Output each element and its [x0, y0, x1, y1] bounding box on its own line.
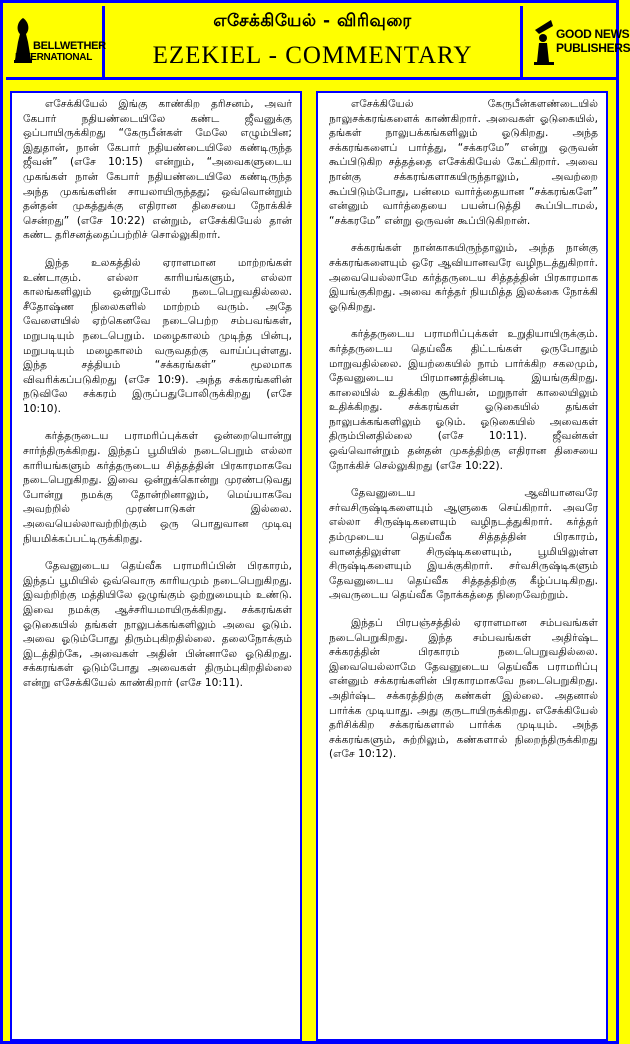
- header-band: [6, 6, 630, 80]
- left-paragraph-1: எசேக்கியேல் இங்கு காண்கிற தரிசனம், அவர் கேபார் நதியண்டையிலே கண்ட ஜீவனுக்கு ஒப்பாயிருக்கிறது “கேருபீன்கள் மேலே எழும்பின; இதுதான், நான் கேபார் நதியண்டையிலே கண்டிருந்த ஜீவன்” (எசே 10:15) என்றும், “அவைகளுடைய முகங்கள் நான் கேபார் நதியண்டையிலே கண்டிருந்த அந்த முகங்களின் சாயலாயிருந்தது; ஒவ்வொன்றும் தன்தன் முகத்துக்கு எதிரான திசையை நோக்கிச் சென்றது” (எசே 10:22) என்றும், எசேக்கியேல் தான் கண்ட தரிசனத்தைப்பற்றிச் சொல்லுகிறார்.: [23, 98, 292, 242]
- title-area: [105, 6, 520, 77]
- right-paragraph-1: எசேக்கியேல் கேருபீன்களண்டையில் நாலுசக்கரங்களைக் காண்கிறார். அவைகள் ஓடுகையில், தங்கள் நாலுபக்கங்களிலும் ஓடுகிறது. அந்த சக்கரங்களைப் பார்த்து, “சக்கரமே” என்று ஒருவன் கூப்பிடுகிற சத்தத்தை எசேக்கியேல் கேட்கிறார். அவை நான்கு சக்கரங்களாகயிருந்தாலும், அவற்றை கூப்பிடும்போது, பன்மை வார்த்தையான “சக்கரங்களே” என்னும் வார்த்தையை பயன்படுத்தி கூப்பிடாமல், “சக்கரமே” என்று ஒருவன் கூப்பிடுகிறான்.: [329, 98, 598, 227]
- right-paragraph-2: சக்கரங்கள் நான்காகயிருந்தாலும், அந்த நான்கு சக்கரங்களையும் ஒரே ஆவியானவரே வழிநடத்துகிறார். அவையெல்லாமே கர்த்தருடைய சித்தத்தின் பிரகாரமாக இயங்குகிறது. அவை கர்த்தர் நியமித்த இலக்கை நோக்கி ஓடுகிறது.: [329, 242, 598, 313]
- bellwether-logo: [6, 6, 105, 77]
- logo-right-line1: GOOD NEWS: [556, 27, 630, 41]
- right-column: [316, 91, 608, 1041]
- right-paragraph-4: தேவனுடைய ஆவியானவரே சர்வசிருஷ்டிகளையும் ஆளுகை செய்கிறார். அவரே எல்லா சிருஷ்டிகளையும் வழிநடத்துகிறார். கர்த்தர் தம்முடைய தெய்வீக சித்தத்தின் பிரகாரம், வானத்திலுள்ள சிருஷ்டிகளையும், பூமியிலுள்ள சிருஷ்டிகளையும் இயக்குகிறார். சர்வசிருஷ்டிகளும் தேவனுடைய தெய்வீக சித்தத்திற்கு கீழ்ப்படிகிறது. அவருடைய தெய்வீக நோக்கத்தை நிறைவேற்றும்.: [329, 487, 598, 602]
- left-paragraph-2: இந்த உலகத்தில் ஏராளமான மாற்றங்கள் உண்டாகும். எல்லா காரியங்களும், எல்லா காலங்களிலும் ஒன்றுபோல் நடைபெறுவதில்லை. சீதோஷ்ண நிலைகளில் மாற்றம் வரும். அதே வேளையில் ஏற்கெனவே நடைபெற்ற சம்பவங்கள், மறுபடியும் நடைபெறும். மழைகாலம் முடிந்த பின்பு, மறுபடியும் மழைகாலம் வருவதற்கு வாய்ப்புள்ளது. இந்த சத்தியம் “சக்கரங்கள்” மூலமாக விவரிக்கப்படுகிறது (எசே 10:9). அந்த சக்கரங்களின் நடுவிலே சக்கரம் இருப்பதுபோலிருக்கிறது (எசே 10:10).: [23, 256, 292, 415]
- logo-left-line1: BELLWETHER: [33, 40, 106, 52]
- left-paragraph-3: கர்த்தருடைய பராமரிப்புக்கள் ஒன்றையொன்று சார்ந்திருக்கிறது. இந்தப் பூமியில் நடைபெறும் எல்லா காரியங்களும் கர்த்தருடைய சித்தத்தின் பிரகாரமாகவே நடைபெறுகிறது. இவை ஒன்றுக்கொன்று முரண்படுவது போன்று நமக்கு தோன்றினாலும், மெய்யாகவே அவற்றில் முரண்பாடுகள் இல்லை. அவையெல்லாவற்றிற்கும் ஒரு பொதுவான முடிவு நியமிக்கப்பட்டிருக்கிறது.: [23, 430, 292, 545]
- left-paragraph-4: தேவனுடைய தெய்வீக பராமரிப்பின் பிரகாரம், இந்தப் பூமியில் ஒவ்வொரு காரியமும் நடைபெறுகிறது. இவற்றிற்கு மத்தியிலே ஒழுங்கும் ஒற்றுமையும் உண்டு. இவை நமக்கு ஆச்சரியமாயிருக்கிறது. சக்கரங்கள் ஓடுகையில் தங்கள் நாலுபக்கங்களிலும் அவை ஓடும். அவை ஓடும்போது திரும்புகிறதில்லை. தலைநோக்கும் இடத்திற்கே, அவைகள் அதின் பின்னாலே ஓடுகிறது. சக்கரங்கள் ஓடும்போது அவைகள் திரும்புகிறதில்லை என்று எசேக்கியேல் காண்கிறார் (எசே 10:11).: [23, 560, 292, 689]
- title-tamil: எசேக்கியேல் - விரிவுரை: [213, 11, 412, 31]
- logo-left-line2: INTERNATIONAL: [15, 52, 93, 63]
- good-news-logo: [520, 6, 630, 77]
- right-paragraph-5: இந்தப் பிரபஞ்சத்தில் ஏராளமான சம்பவங்கள் நடைபெறுகிறது. இந்த சம்பவங்கள் அதிர்ஷ்ட சக்கரத்தின் பிரகாரம் நடைபெறுவதில்லை. இவையெல்லாமே தேவனுடைய தெய்வீக பராமரிப்பு என்னும் சக்கரங்களின் பிரகாரமாகவே நடைபெறுகிறது. அதிர்ஷ்ட சக்கரத்திற்கு கண்கள் இல்லை. அதனால் பார்க்க முடியாது. அது குருடாயிருக்கிறது. எசேக்கியேல் தரிசிக்கிற சக்கரங்களால் பார்க்க முடியும். அந்த சக்கரங்களும், சுற்றிலும், கண்களால் நிறைந்திருக்கிறது (எசே 10:12).: [329, 617, 598, 761]
- logo-right-line2: PUBLISHERS: [556, 41, 630, 55]
- title-english: EZEKIEL - COMMENTARY: [152, 42, 473, 69]
- good-news-herald-icon: [531, 16, 557, 66]
- right-paragraph-3: கர்த்தருடைய பராமரிப்புக்கள் உறுதியாயிருக்கும். கர்த்தருடைய தெய்வீக திட்டங்கள் ஒருபோதும் மாறுவதில்லை. இயற்கையில் நாம் பார்க்கிற சகலமும், தேவனுடைய பிரமாணத்தின்படி இயங்குகிறது. காலையில் உதிக்கிற சூரியன், மறுநாள் காலையிலும் உதிக்கிறது. சக்கரங்கள் ஓடுகையில் தங்கள் நாலுபக்கங்களிலும் ஓடும். ஓடுகையில் அவைகள் திரும்பினதில்லை (எசே 10:11). ஜீவன்கள் ஒவ்வொன்றும் தன்தன் முகத்திற்கு எதிரான திசையை நோக்கிச் செல்லுகிறது (எசே 10:22).: [329, 328, 598, 472]
- left-column: [10, 91, 302, 1041]
